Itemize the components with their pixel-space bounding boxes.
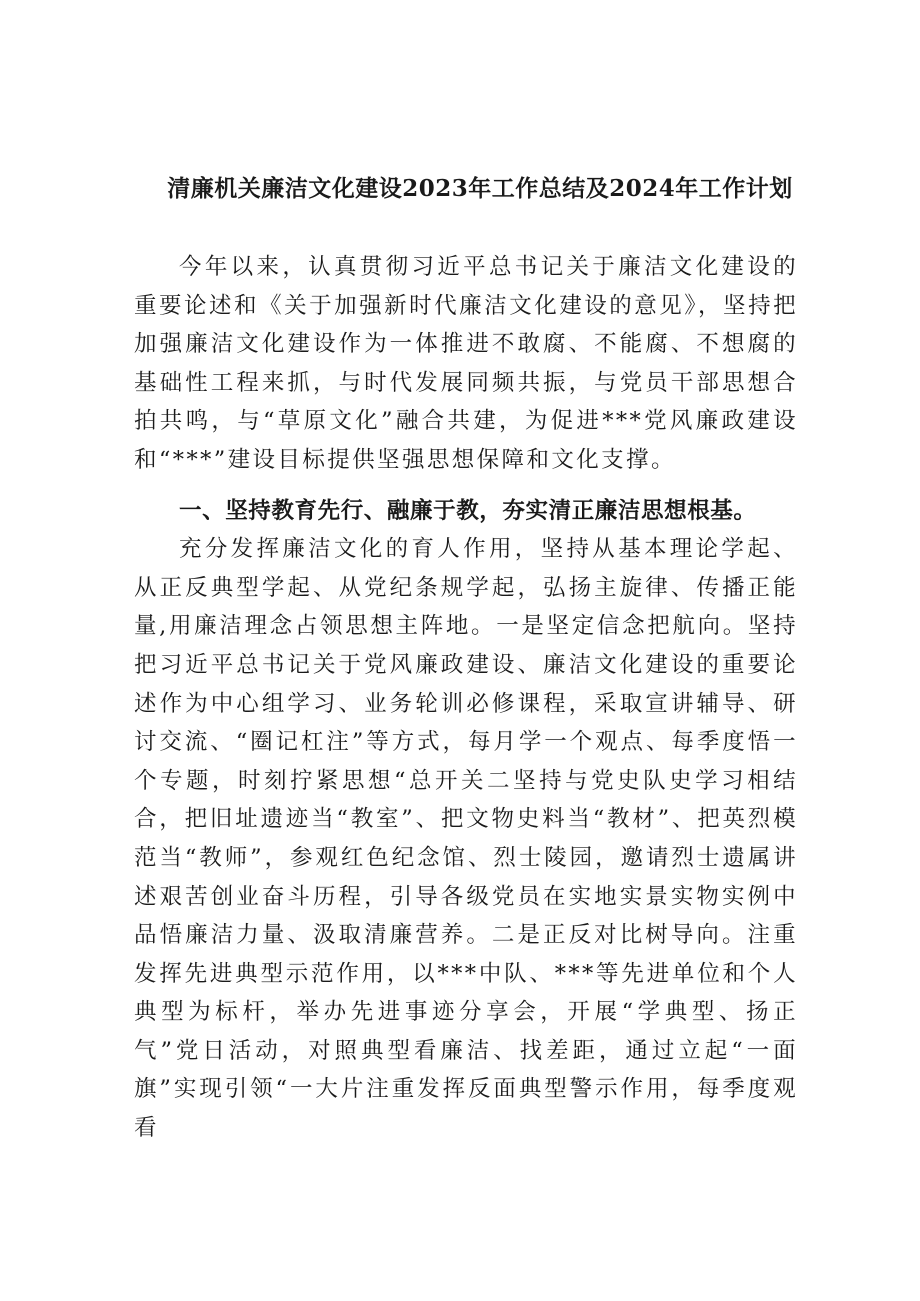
- body-paragraph: 充分发挥廉洁文化的育人作用，坚持从基本理论学起、从正反典型学起、从党纪条规学起，弘扬主旋律、传播正能量,用廉洁理念占领思想主阵地。一是坚定信念把航向。坚持把习近平总书记关于党风廉政建设、廉洁文化建设的重要论述作为中心组学习、业务轮训必修课程，采取宣讲辅导、研讨交流、“圈记杠注”等方式，每月学一个观点、每季度悟一个专题，时刻拧紧思想“总开关二坚持与党史队史学习相结合，把旧址遗迹当“教室”、把文物史料当“教材”、把英烈模范当“教师”，参观红色纪念馆、烈士陵园，邀请烈士遗属讲述艰苦创业奋斗历程，引导各级党员在实地实景实物实例中品悟廉洁力量、汲取清廉营养。二是正反对比树导向。注重发挥先进典型示范作用，以***中队、***等先进单位和个人典型为标杆，举办先进事迹分享会，开展“学典型、扬正气”党日活动，对照典型看廉洁、找差距，通过立起“一面旗”实现引领“一大片注重发挥反面典型警示作用，每季度观看: [134, 536, 799, 1142]
- intro-paragraph: 今年以来，认真贯彻习近平总书记关于廉洁文化建设的重要论述和《关于加强新时代廉洁文化建设的意见》，坚持把加强廉洁文化建设作为一体推进不敢腐、不能腐、不想腐的基础性工程来抓，与时代发展同频共振，与党员干部思想合拍共鸣，与“草原文化”融合共建，为促进***党风廉政建设和“***”建设目标提供坚强思想保障和文化支撑。: [134, 254, 798, 473]
- document-body: [134, 248, 798, 1148]
- section-heading: 一、坚持教育先行、融廉于教，夯实清正廉洁思想根基。: [179, 497, 757, 524]
- document-title: 清廉机关廉洁文化建设2023年工作总结及2024年工作计划: [167, 175, 793, 202]
